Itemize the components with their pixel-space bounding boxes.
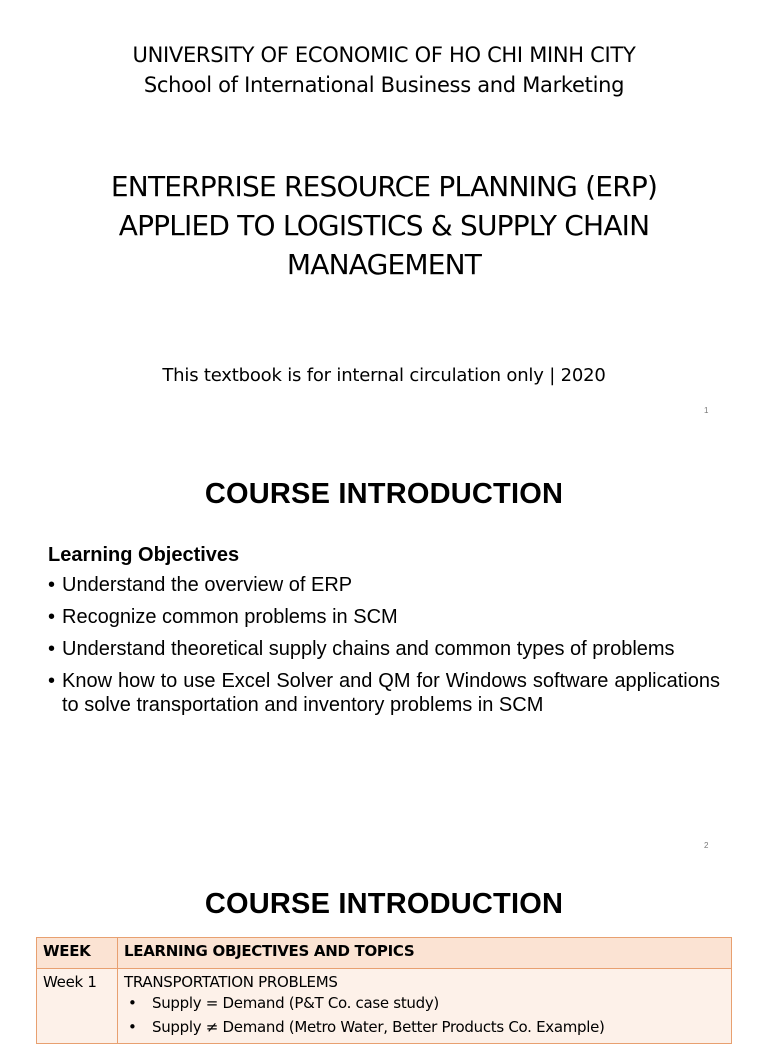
list-item: [48, 605, 720, 629]
institution-block: [0, 40, 768, 100]
list-item: [124, 991, 725, 1015]
bullet-icon: •: [48, 670, 56, 692]
objective-text: Understand the overview of ERP: [62, 574, 353, 596]
objective-text: Understand theoretical supply chains and common types of problems: [62, 638, 675, 660]
page-number: 1: [704, 406, 709, 415]
circulation-note: This textbook is for internal circulation only | 2020: [162, 365, 606, 386]
table-header-row: [37, 938, 732, 969]
page-number: 2: [704, 841, 709, 850]
slide-heading: COURSE INTRODUCTION: [204, 478, 564, 510]
course-schedule-table: [36, 937, 732, 1044]
topic-item-text: Supply = Demand (P&T Co. case study): [152, 994, 439, 1012]
week-cell: Week 1: [37, 969, 118, 1044]
bullet-icon: •: [128, 1018, 137, 1036]
course-title-line: ENTERPRISE RESOURCE PLANNING (ERP): [110, 170, 658, 203]
topic-items-list: [124, 991, 725, 1039]
course-title-line: APPLIED TO LOGISTICS & SUPPLY CHAIN: [118, 209, 650, 242]
course-title: [0, 167, 768, 284]
column-header-week: WEEK: [37, 938, 118, 969]
column-header-topics: LEARNING OBJECTIVES AND TOPICS: [118, 938, 732, 969]
slide-course-schedule: [0, 864, 768, 1036]
slide-course-introduction: [0, 432, 768, 864]
objective-text: Know how to use Excel Solver and QM for Windows software applications to solve transportation and inventory problems in SCM: [62, 670, 720, 716]
slide-heading: COURSE INTRODUCTION: [204, 888, 564, 920]
topics-cell: [118, 969, 732, 1044]
bullet-icon: •: [128, 994, 137, 1012]
list-item: [48, 573, 720, 597]
objectives-list: [48, 573, 720, 725]
school-name: School of International Business and Marketing: [143, 73, 625, 97]
objective-text: Recognize common problems in SCM: [62, 606, 398, 628]
topic-item-text: Supply ≠ Demand (Metro Water, Better Products Co. Example): [152, 1018, 605, 1036]
bullet-icon: •: [48, 638, 56, 660]
learning-objectives-title: Learning Objectives: [48, 544, 240, 566]
bullet-icon: •: [48, 574, 56, 596]
course-title-line: MANAGEMENT: [286, 248, 482, 281]
list-item: [48, 637, 720, 661]
slide-title: [0, 0, 768, 432]
list-item: [124, 1015, 725, 1039]
bullet-icon: •: [48, 606, 56, 628]
table-row: [37, 969, 732, 1044]
list-item: [48, 669, 720, 717]
university-name: UNIVERSITY OF ECONOMIC OF HO CHI MINH CITY: [132, 43, 636, 67]
topic-title: TRANSPORTATION PROBLEMS: [124, 973, 338, 991]
